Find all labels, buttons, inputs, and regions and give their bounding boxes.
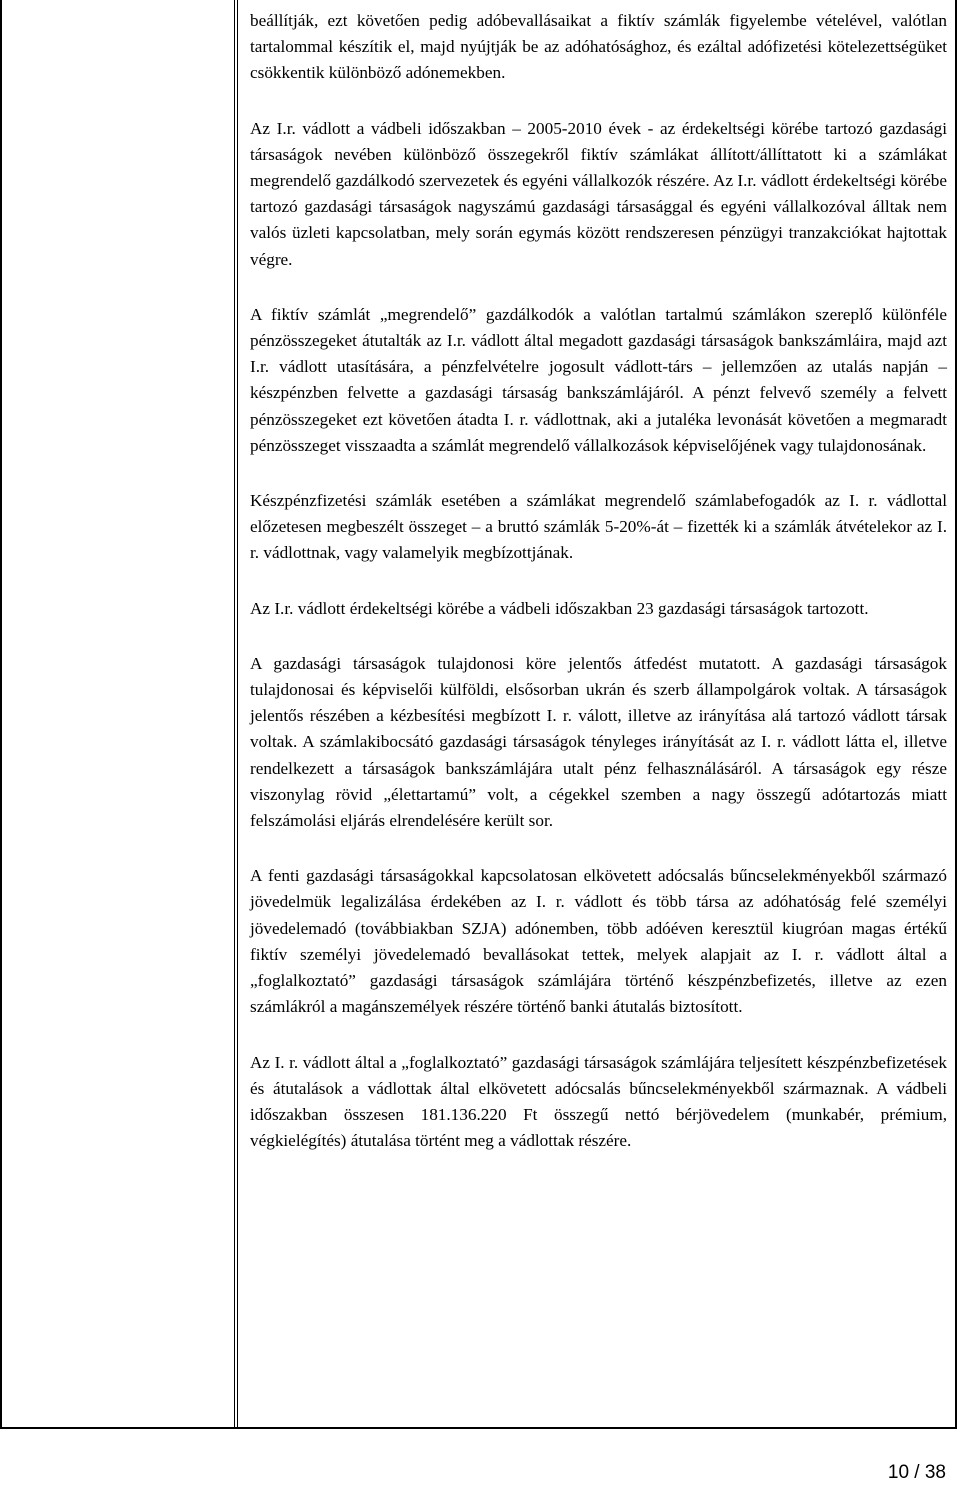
paragraph: beállítják, ezt követően pedig adóbevallásaikat a fiktív számlák figyelembe vételével, valótlan tartalommal készítik el, majd nyújtják be az adóhatósághoz, és ezáltal adófizetési kötelezettségüket csökkentik különböző adónemekben.	[250, 11, 947, 83]
paragraph: Az I.r. vádlott a vádbeli időszakban – 2005-2010 évek - az érdekeltségi körébe tartozó gazdasági társaságok nevében különböző összegekről fiktív számlákat állított/állíttatott ki a számlákat megrendelő gazdálkodó szervezetek és egyéni vállalkozók részére. Az I.r. vádlott érdekeltségi körébe tartozó gazdasági társaságok nagyszámú gazdasági társasággal és egyéni vállalkozóval álltak nem valós üzleti kapcsolatban, mely során egymás között rendszeresen pénzügyi tranzakciókat hajtottak végre.	[250, 118, 947, 269]
paragraph: A fiktív számlát „megrendelő” gazdálkodók a valótlan tartalmú számlákon szereplő különféle pénzösszegeket átutalták az I.r. vádlott által megadott gazdasági társaságok bankszámláira, majd azt I.r. vádlott utasítására, a pénzfelvételre jogosult vádlott-társ – jellemzően az utalás napján – készpénzben felvette a gazdasági társaság bankszámlájáról. A pénzt felvevő személy a felvett pénzösszegeket ezt követően átadta I. r. vádlottnak, aki a jutaléka levonását követően a megmaradt pénzösszeget visszaadta a számlát megrendelő vállalkozások képviselőjének vagy tulajdonosának.	[250, 304, 947, 455]
document-body	[250, 8, 947, 1183]
page-number: 10 / 38	[887, 1462, 946, 1483]
paragraph: Az I.r. vádlott érdekeltségi körébe a vádbeli időszakban 23 gazdasági társaságok tartozott.	[250, 598, 869, 618]
paragraph: A fenti gazdasági társaságokkal kapcsolatosan elkövetett adócsalás bűncselekményekből származó jövedelmük legalizálása érdekében az I. r. vádlott és több társa az adóhatóság felé személyi jövedelemadó (továbbiakban SZJA) adónemben, több adóéven keresztül kiugróan magas értékű fiktív személyi jövedelemadó bevallásokat tettek, melyek alapjait az I. r. vádlott által a „foglalkoztató” gazdasági társaságok számlájára történő készpénzbefizetés, illetve az ezen számlákról a magánszemélyek részére történő banki átutalás biztosított.	[250, 866, 947, 1017]
paragraph: Az I. r. vádlott által a „foglalkoztató” gazdasági társaságok számlájára teljesített készpénzbefizetések és átutalások a vádlottak által elkövetett adócsalás bűncselekményekből származnak. A vádbeli időszakban összesen 181.136.220 Ft összegű nettó bérjövedelem (munkabér, prémium, végkielégítés) átutalása történt meg a vádlottak részére.	[250, 1052, 947, 1151]
paragraph: A gazdasági társaságok tulajdonosi köre jelentős átfedést mutatott. A gazdasági társaságok tulajdonosai és képviselői külföldi, elsősorban ukrán és szerb állampolgárok voltak. A társaságok jelentős részében a kézbesítési megbízott I. r. válott, illetve az irányítása alá tartozó vádlott társak voltak. A számlakibocsátó gazdasági társaságok tényleges irányítását az I. r. vádlott látta el, illetve rendelkezett a társaságok bankszámlájára utalt pénz felhasználásáról. A társaságok egy része viszonylag rövid „élettartamú” volt, a cégekkel szemben a nagy összegű adótartozás miatt felszámolási eljárás elrendelésére került sor.	[250, 653, 947, 831]
right-table-border	[955, 0, 957, 1429]
paragraph: Készpénzfizetési számlák esetében a számlákat megrendelő számlabefogadók az I. r. vádlottal előzetesen megbeszélt összeget – a bruttó számlák 5-20%-át – fizették ki a számlák átvételekor az I. r. vádlottnak, vagy valamelyik megbízottjának.	[250, 491, 947, 563]
left-column-cell	[0, 0, 238, 1429]
